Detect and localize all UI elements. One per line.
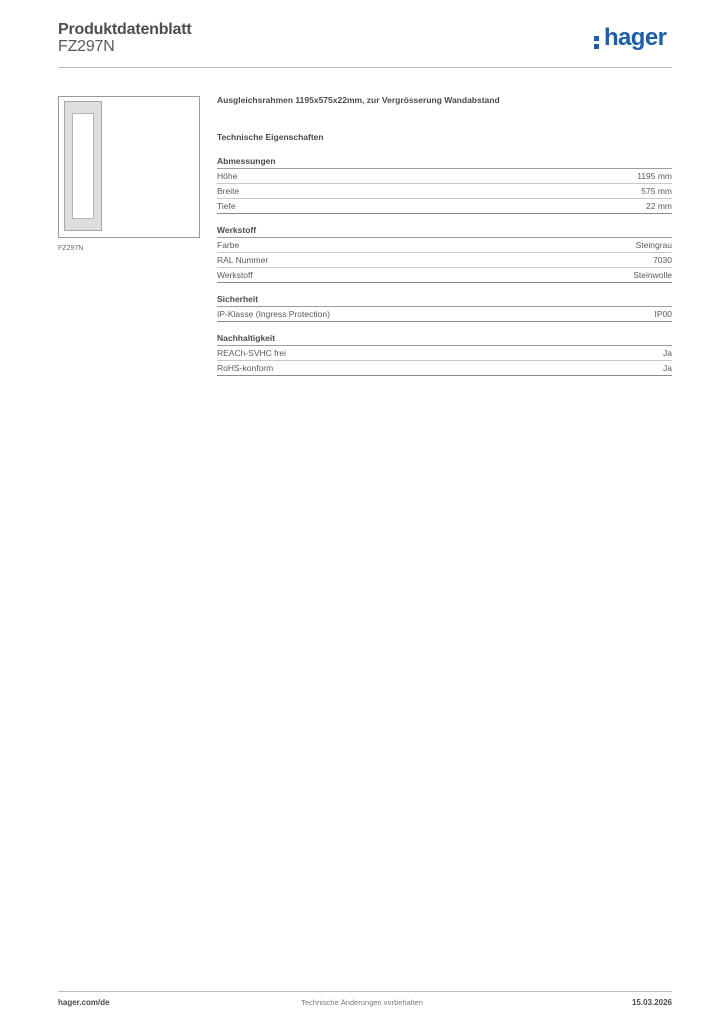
product-code: FZ297N bbox=[58, 38, 115, 55]
property-value: Steingrau bbox=[635, 240, 672, 250]
property-groups bbox=[217, 154, 672, 376]
property-value: 7030 bbox=[653, 255, 672, 265]
property-row bbox=[217, 253, 672, 268]
property-row bbox=[217, 268, 672, 283]
property-label: RAL Nummer bbox=[217, 255, 269, 265]
header-divider bbox=[58, 67, 672, 68]
property-group bbox=[217, 292, 672, 322]
property-value: 575 mm bbox=[641, 186, 672, 196]
group-title: Abmessungen bbox=[217, 154, 672, 169]
group-title: Sicherheit bbox=[217, 292, 672, 307]
property-label: Farbe bbox=[217, 240, 240, 250]
property-label: Breite bbox=[217, 186, 240, 196]
property-row bbox=[217, 199, 672, 214]
frame-opening bbox=[72, 113, 94, 219]
property-label: Tiefe bbox=[217, 201, 236, 211]
frame-illustration bbox=[64, 101, 102, 231]
footer-note: Technische Änderungen vorbehalten bbox=[301, 998, 423, 1007]
property-value: IP00 bbox=[654, 309, 672, 319]
property-row bbox=[217, 361, 672, 376]
hager-logo[interactable] bbox=[594, 24, 674, 56]
group-title: Nachhaltigkeit bbox=[217, 331, 672, 346]
image-caption: FZ297N bbox=[58, 245, 84, 252]
logo-text: hager bbox=[604, 24, 667, 51]
property-group bbox=[217, 223, 672, 283]
footer-date: 15.03.2026 bbox=[631, 998, 672, 1007]
property-value: 22 mm bbox=[646, 201, 672, 211]
section-title: Technische Eigenschaften bbox=[217, 132, 324, 142]
property-value: Ja bbox=[663, 348, 672, 358]
property-group bbox=[217, 154, 672, 214]
property-group bbox=[217, 331, 672, 376]
product-image bbox=[58, 96, 200, 238]
property-label: RoHS-konform bbox=[217, 363, 274, 373]
product-description: Ausgleichsrahmen 1195x575x22mm, zur Vergrösserung Wandabstand bbox=[217, 95, 500, 105]
property-row bbox=[217, 346, 672, 361]
property-value: 1195 mm bbox=[637, 171, 672, 181]
footer-divider bbox=[58, 991, 672, 992]
property-row bbox=[217, 238, 672, 253]
property-row bbox=[217, 184, 672, 199]
property-row bbox=[217, 169, 672, 184]
property-value: Ja bbox=[663, 363, 672, 373]
page-title: Produktdatenblatt bbox=[58, 21, 192, 38]
property-label: Werkstoff bbox=[217, 270, 253, 280]
property-value: Steinwolle bbox=[633, 270, 672, 280]
property-label: IP-Klasse (Ingress Protection) bbox=[217, 309, 330, 319]
group-title: Werkstoff bbox=[217, 223, 672, 238]
logo-dot-icon bbox=[594, 36, 599, 41]
property-label: Höhe bbox=[217, 171, 238, 181]
footer-website-link[interactable]: hager.com/de bbox=[58, 998, 110, 1007]
property-row bbox=[217, 307, 672, 322]
property-label: REACh-SVHC frei bbox=[217, 348, 286, 358]
product-details bbox=[217, 92, 672, 376]
logo-dot-icon bbox=[594, 44, 599, 49]
